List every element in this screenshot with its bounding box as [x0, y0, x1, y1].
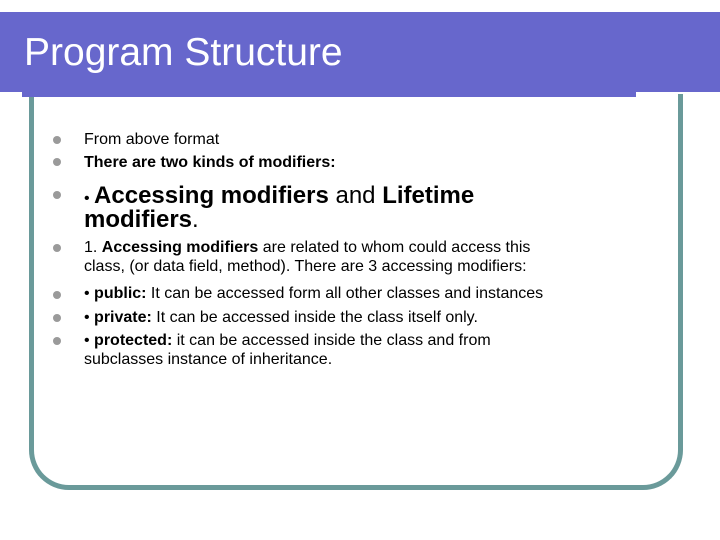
bullet-dot-icon	[53, 191, 61, 199]
bullet-dot-icon	[53, 244, 61, 252]
bullet-dot-icon	[53, 291, 61, 299]
bullet-dot-icon	[53, 136, 61, 144]
bullet-dot-icon	[53, 337, 61, 345]
bullet-text: There are two kinds of modifiers:	[84, 154, 336, 171]
bullet-text: • Accessing modifiers and Lifetime modifiers.	[84, 182, 475, 233]
bullet-text: • protected: it can be accessed inside the class and from subclasses instance of inheritance.	[84, 332, 491, 368]
bullet-text: • public: It can be accessed form all other classes and instances	[84, 285, 544, 302]
bullet-dot-icon	[53, 158, 61, 166]
slide-title: Program Structure	[24, 31, 343, 74]
bullet-text: 1. Accessing modifiers are related to whom could access this class, (or data field, method). There are 3 accessing modifiers:	[84, 239, 531, 275]
bullet-dot-icon	[53, 314, 61, 322]
bullet-text: • private: It can be accessed inside the class itself only.	[84, 309, 478, 326]
header-underline	[22, 92, 636, 97]
bullet-text: From above format	[84, 131, 220, 148]
